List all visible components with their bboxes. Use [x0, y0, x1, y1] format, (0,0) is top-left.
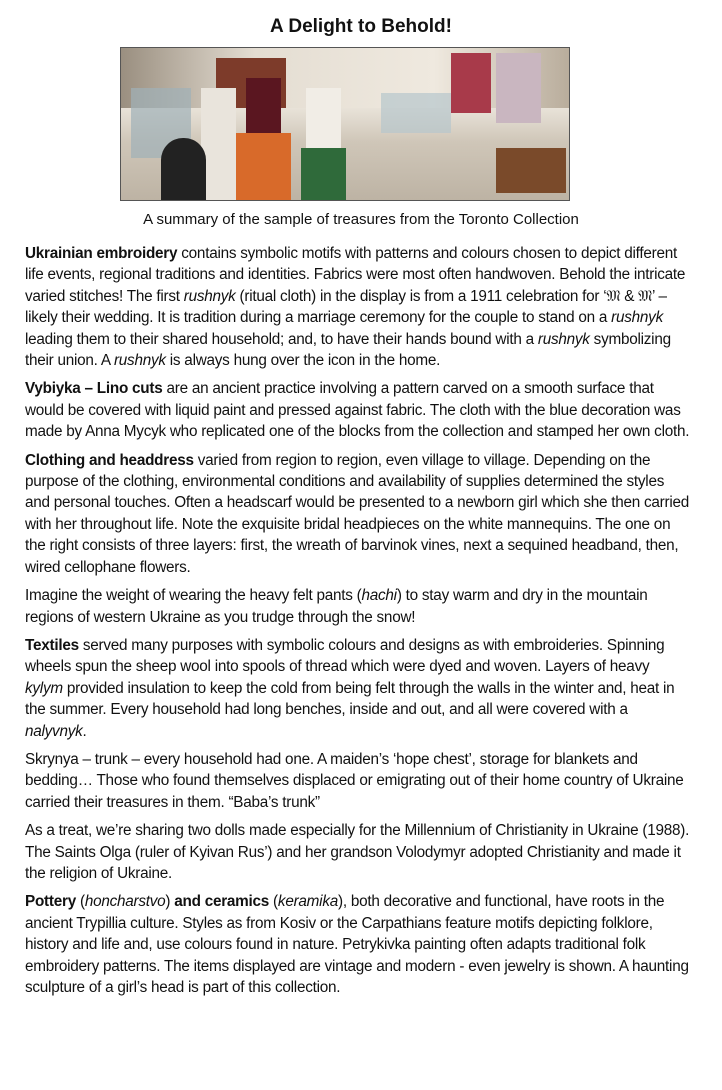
text-run: Skrynya – trunk – every household had one. A maiden’s ‘hope chest’, storage for blankets and bedding… Those who found themselves displaced or emigrating out of their home country of Ukraine carried their treasures in them. “Baba’s trunk”: [25, 750, 684, 811]
italic-text: honcharstvo: [84, 893, 166, 911]
paragraph: [25, 585, 691, 628]
text-run: .: [82, 722, 87, 740]
italic-text: keramika: [277, 893, 338, 911]
text-run: varied from region to region, even village to village. Depending on the purpose of the clothing, environmental conditions and availability of supplies determined the styles and personal touches. Often a headscarf would be presented to a newborn girl which she then carried with her throughout life. Note the exquisite bridal headpieces on the white mannequins. The one on the right consists of three layers: first, the wreath of barvinok vines, next a sequined headband, then, wired cellophane flowers.: [25, 451, 690, 576]
text-run: is always hung over the icon in the home.: [165, 352, 441, 370]
text-run: (: [269, 893, 278, 911]
bold-text: Ukrainian embroidery: [25, 245, 178, 262]
italic-text: rushnyk: [113, 352, 166, 370]
article-body: [25, 243, 691, 1005]
text-run: leading them to their shared household; and, to have their hands bound with a: [25, 330, 538, 348]
italic-text: rushnyk: [183, 287, 236, 305]
text-run: As a treat, we’re sharing two dolls made especially for the Millennium of Christianity in Ukraine (1988). The Saints Olga (ruler of Kyivan Rus’) and her grandson Volodymyr adopted Christianity and made it the religion of Ukraine.: [25, 822, 690, 882]
paragraph: [25, 243, 691, 371]
paragraph: [25, 891, 691, 998]
bold-text: Vybiyka – Lino cuts: [25, 380, 163, 398]
text-run: symbolizing their union. A: [25, 330, 671, 370]
paragraph: [25, 820, 691, 884]
text-run: are an ancient practice involving a pattern carved on a smooth surface that would be covered with liquid paint and pressed against fabric. The cloth with the blue decoration was made by Anna Mycyk who replicated one of the blocks from the collection and stamped her own cloth.: [25, 380, 690, 441]
text-run: (ritual cloth) in the display is from a 1911 celebration for ‘𝔐 & 𝔐’ – likely their wedding. It is tradition during a marriage ceremony for the couple to stand on a: [25, 287, 667, 327]
text-run: ), both decorative and functional, have roots in the ancient Trypillia culture. Styles as from Kosiv or the Carpathians feature motifs depicting folklore, history and life and, use colours found in nature. Petrykivka painting often adapts traditional folk embroidery patterns. The items displayed are vintage and modern - even jewelry is shown. A haunting sculpture of a girl’s head is part of this collection.: [25, 893, 689, 996]
paragraph: [25, 749, 691, 813]
bold-text: Pottery: [25, 893, 76, 911]
text-run: provided insulation to keep the cold from being felt through the walls in the winter and, heat in the summer. Every household had long benches, inside and out, and all were covered with a: [25, 679, 675, 719]
gallery-photo: [120, 47, 570, 201]
text-run: Imagine the weight of wearing the heavy felt pants (: [25, 587, 362, 605]
text-run: (: [75, 893, 85, 911]
text-run: contains symbolic motifs with patterns and colours chosen to depict different life events, regional traditions and identities. Fabrics were most often handwoven. Behold the intricate varied stitches! The first: [25, 245, 686, 305]
italic-text: hachi: [361, 587, 397, 605]
paragraph: [25, 378, 691, 442]
italic-text: rushnyk: [537, 330, 590, 348]
page-title: A Delight to Behold!: [270, 16, 452, 37]
text-run: ) to stay warm and dry in the mountain regions of western Ukraine as you trudge through the snow!: [25, 587, 648, 626]
photo-caption: A summary of the sample of treasures from the Toronto Collection: [143, 211, 579, 228]
text-run: ): [165, 893, 175, 911]
paragraph: [25, 450, 691, 578]
text-run: served many purposes with symbolic colours and designs as with embroideries. Spinning wheels spun the sheep wool into spools of thread which were dyed and woven. Layers of heavy: [25, 636, 665, 676]
paragraph: [25, 635, 691, 742]
italic-text: kylym: [25, 679, 63, 697]
italic-text: nalyvnyk: [25, 722, 83, 740]
bold-text: and ceramics: [174, 893, 270, 911]
italic-text: rushnyk: [611, 309, 663, 327]
bold-text: Textiles: [25, 636, 79, 654]
bold-text: Clothing and headdress: [25, 451, 194, 469]
